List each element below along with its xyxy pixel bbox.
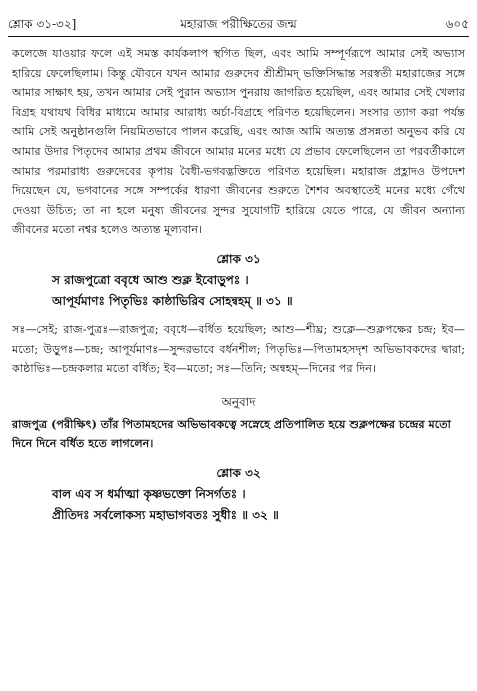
verse-31-title: শ্লোক ৩১ xyxy=(216,251,261,266)
translation-title: অনুবাদ xyxy=(221,394,256,409)
verse-32-line-2: প্রীতিদঃ সর্বলোকস্য মহাভাগবতঃ সুধীঃ ॥ ৩২ ॥ xyxy=(52,507,279,522)
verse-31-line-2: আপূর্যমাণঃ পিতৃভিঃ কাষ্ঠাভিরিব সোহন্বহম্ ॥ ৩১ ॥ xyxy=(52,293,293,308)
page-body xyxy=(12,44,465,526)
page-header xyxy=(8,14,469,37)
verse-range: শ্লোক ৩১-৩২] xyxy=(8,17,77,31)
verse-31-line-1: স রাজপুত্রো ববৃধে আশু শুক্ল ইবোড়ুপঃ । xyxy=(52,272,249,287)
verse-31-synonyms: সঃ—সেই; রাজ-পুত্রঃ—রাজপুত্র; ববৃধে—বর্ধিত হয়েছিল; আশু—শীঘ্র; শুক্লে—শুক্লপক্ষের চন্দ্র; ইব—মতো; উড়ুপঃ—চন্দ্র; আপূর্যমাণঃ—সুন্দরভাবে বর্ধনশীল; পিতৃভিঃ—পিতামহসদৃশ অভিভাবকদের দ্বারা; কাষ্ঠাভিঃ—চন্দ্রকলার মতো বর্ধিত; ইব—মতো; সঃ—তিনি; অন্বহম্—দিনের পর দিন। xyxy=(12,322,465,376)
verse-31-text xyxy=(52,270,465,312)
chapter-title: মহারাজ পরীক্ষিতের জন্ম xyxy=(180,17,297,31)
verse-32-text xyxy=(52,484,465,526)
purport-paragraph: কলেজে যাওয়ার ফলে এই সমস্ত কার্যকলাপ স্থগিত ছিল, এবং আমি সম্পূর্ণরূপে আমার সেই অভ্যাস হারিয়ে ফেলেছিলাম। কিন্তু যৌবনে যখন আমার গুরুদেব শ্রীশ্রীমদ্ ভক্তিসিদ্ধান্ত সরস্বতী মহারাজের সঙ্গে আমার সাক্ষাৎ হয়, তখন আমার সেই পুরান অভ্যাস পুনরায় জাগরিত হয়েছিল, এবং আমার সেই খেলার বিগ্রহ যথাযথ বিধির মাধ্যমে আমার আরাধ্য অর্চা-বিগ্রহে পরিণত হয়েছিলেন। সংসার ত্যাগ করা পর্যন্ত আমি সেই অনুষ্ঠানগুলি নিয়মিতভাবে পালন করেছি, এবং আজ আমি অত্যন্ত প্রসন্নতা অনুভব করি যে আমার উদার পিতৃদেব আমার প্রথম জীবনে আমার মনের মধ্যে যে প্রভাব ফেলেছিলেন তা পরবর্তীকালে আমার পরমারাধ্য গুরুদেবের কৃপায় বৈধী-ভগবদ্ভক্তিতে পরিণত হয়েছিল। মহারাজ প্রহ্লাদও উপদেশ দিয়েছেন যে, ভগবানের সঙ্গে সম্পর্কের ধারণা জীবনের শুরুতে শৈশব অবস্থাতেই মনের মধ্যে গেঁথে দেওয়া উচিত; তা না হলে মনুষ্য জীবনের সুন্দর সুযোগটি হারিয়ে যেতে পারে, যে জীবন অন্যান্য জীবনের মতো নশ্বর হলেও অত্যন্ত মূল্যবান। xyxy=(12,47,465,237)
page-number: ৬০৫ xyxy=(445,17,469,31)
verse-32-title: শ্লোক ৩২ xyxy=(216,465,261,480)
verse-32-line-1: বাল এব স ধর্মাত্মা কৃষ্ণভক্তো নিসর্গতঃ । xyxy=(52,486,246,501)
verse-31-translation: রাজপুত্র (পরীক্ষিৎ) তাঁর পিতামহদের অভিভাবকত্বে সস্নেহে প্রতিপালিত হয়ে শুক্লপক্ষের চন্দ্রের মতো দিনে দিনে বর্ধিত হতে লাগলেন। xyxy=(12,416,451,451)
